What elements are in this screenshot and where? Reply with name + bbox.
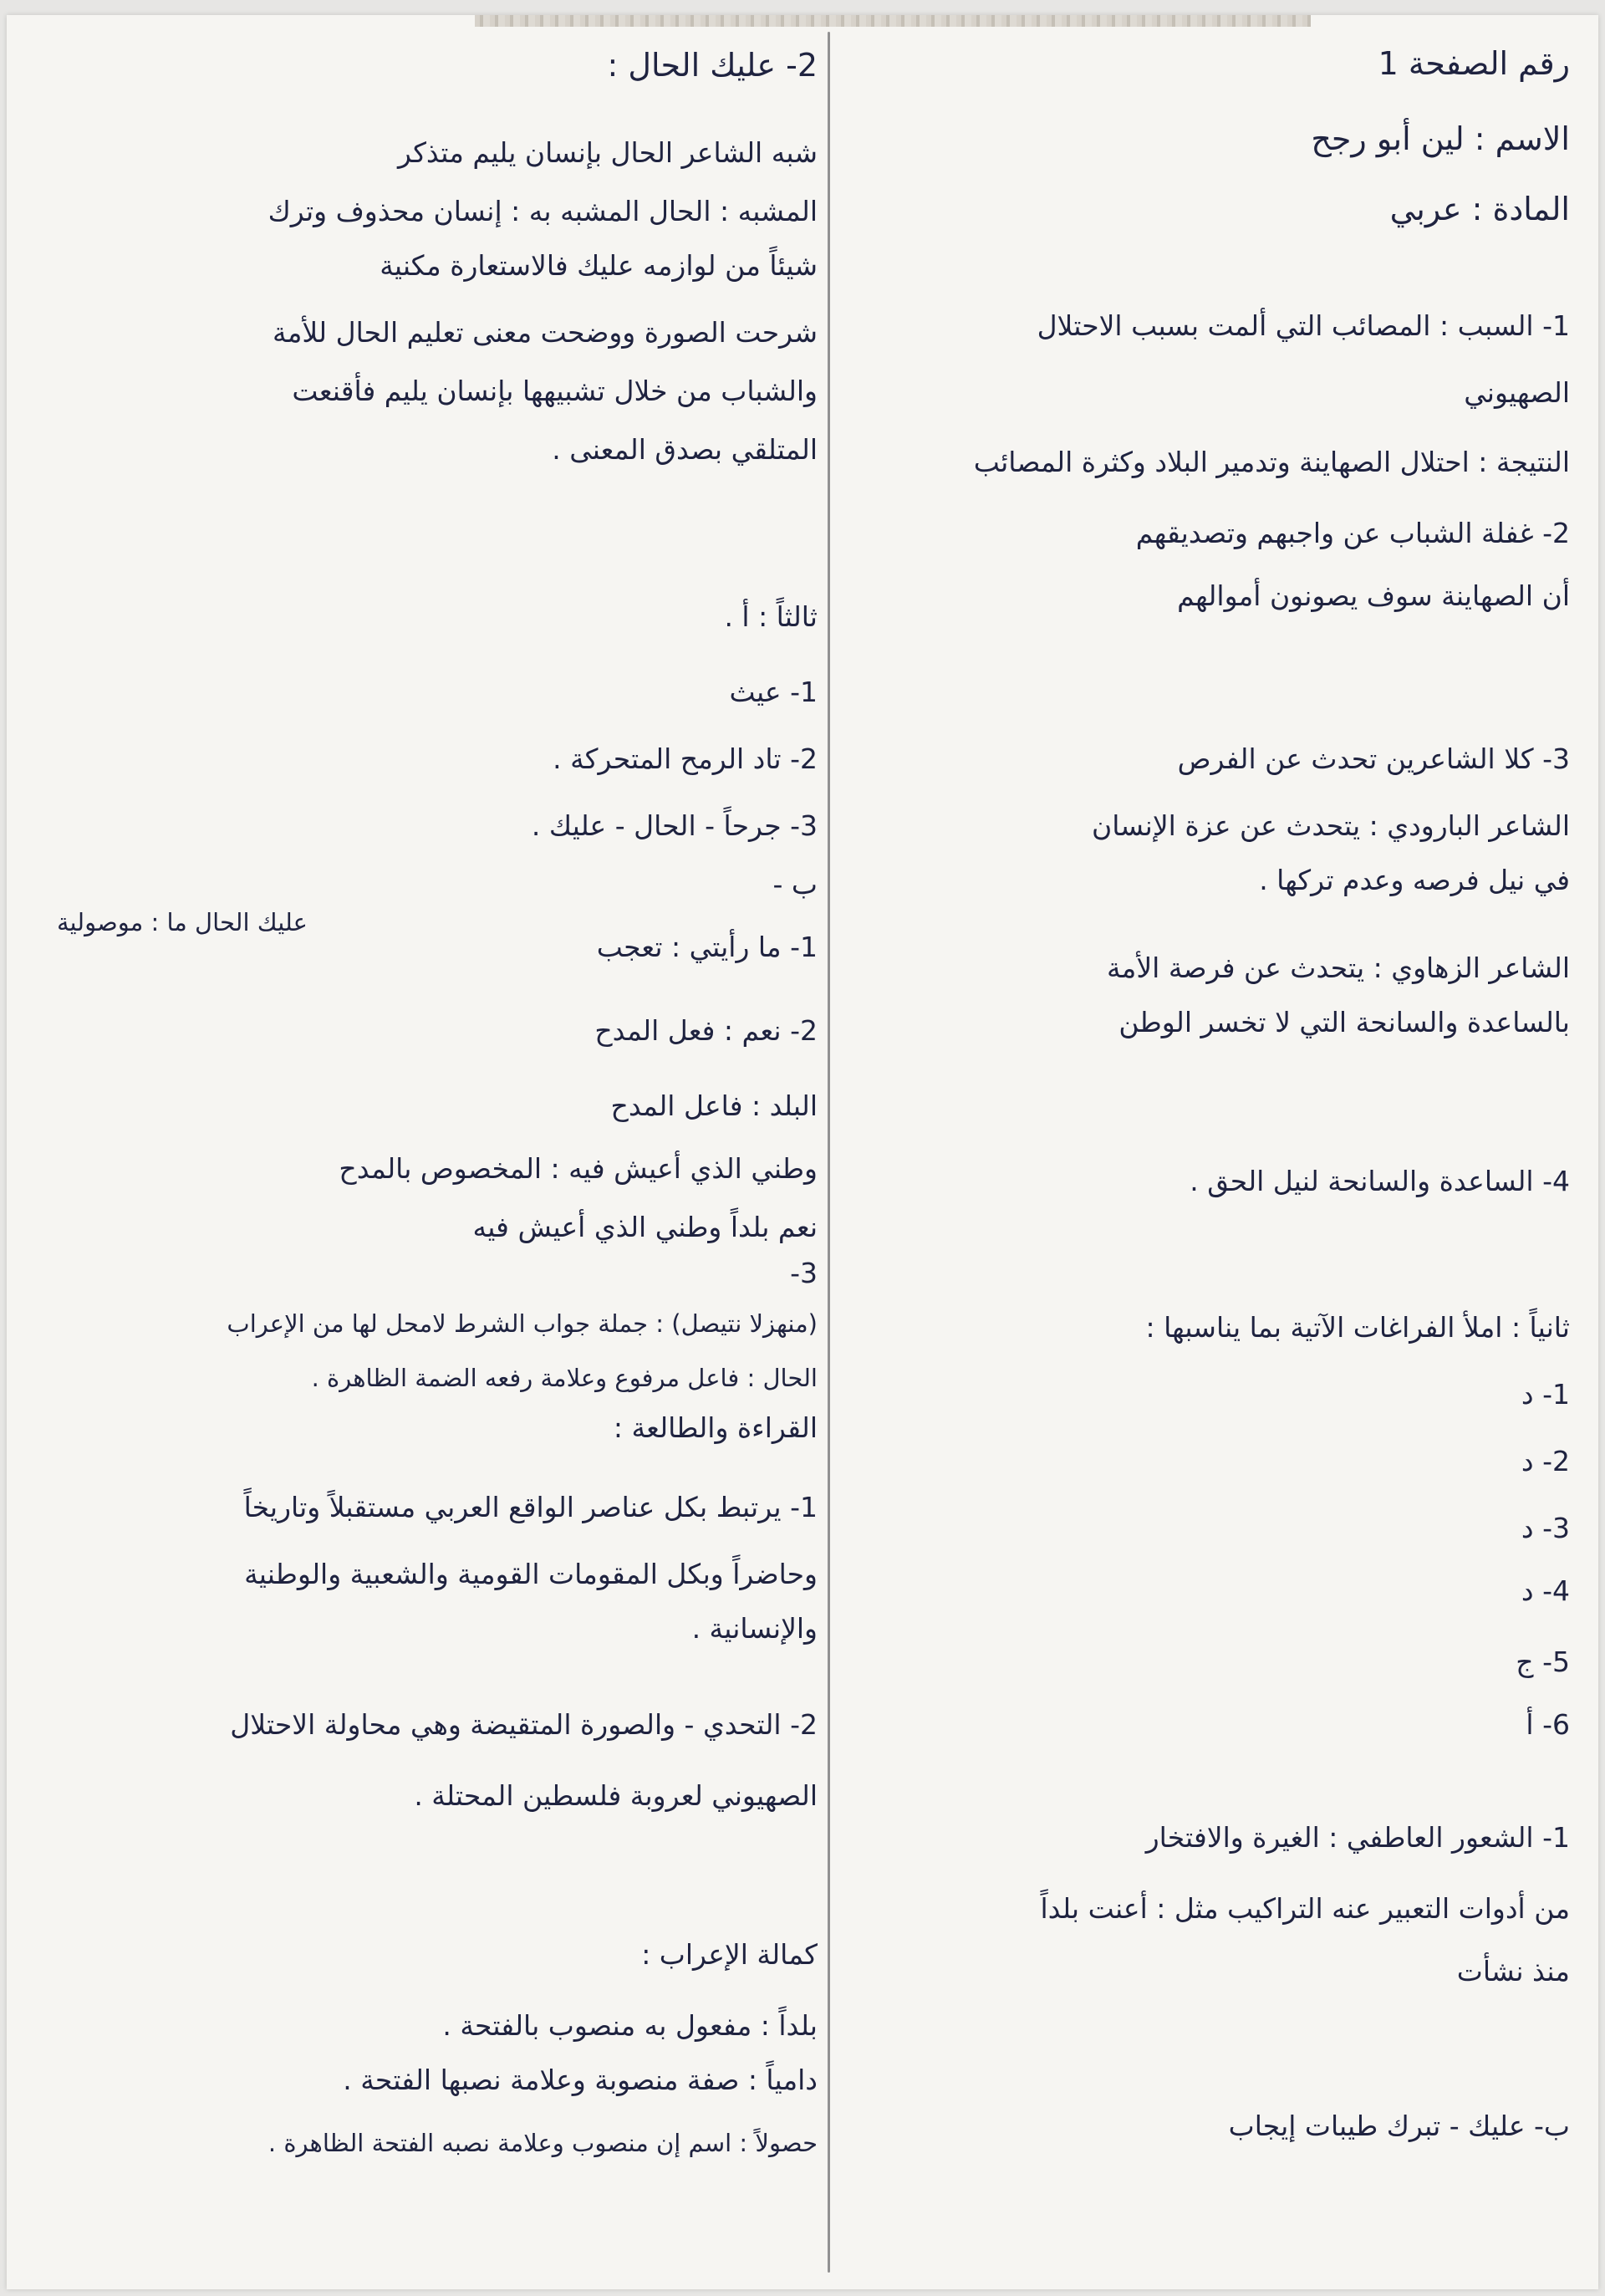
answer-line: شبه الشاعر الحال بإنسان يليم متذكر [398, 136, 818, 169]
choice-answer: 3- د [1521, 1512, 1570, 1544]
answer-line: والشباب من خلال تشبيهها بإنسان يليم فأقنعت [292, 375, 818, 407]
choice-answer: 5- ج [1516, 1645, 1570, 1678]
left-column [40, 15, 818, 2289]
section-heading: 2- عليك الحال : [607, 47, 818, 84]
answer-line: 3- جرحاً - الحال - عليك . [531, 809, 818, 842]
answer-line: ب - [772, 868, 818, 901]
answer-line: حصولاً : اسم إن منصوب وعلامة نصبه الفتحة الظاهرة . [268, 2129, 818, 2157]
answer-line: دامياً : صفة منصوبة وعلامة نصبها الفتحة . [343, 2064, 818, 2096]
answer-line: نعم بلداً وطني الذي أعيش فيه [472, 1211, 818, 1243]
answer-line: (منهزلا نتيصل) : جملة جواب الشرط لامحل لها من الإعراب [227, 1309, 818, 1338]
answer-line: 4- الساعدة والسانحة لنيل الحق . [1190, 1165, 1570, 1197]
section-heading: ثانياً : املأ الفراغات الآتية بما يناسبها : [1145, 1311, 1570, 1344]
answer-line: بالساعدة والسانحة التي لا تخسر الوطن [1118, 1006, 1570, 1038]
answer-line: 2- نعم : فعل المدح [594, 1014, 818, 1047]
margin-note: عليك الحال ما : موصولية [57, 908, 308, 936]
answer-line: 1- الشعور العاطفي : الغيرة والافتخار [1145, 1821, 1570, 1854]
column-divider [828, 32, 830, 2273]
answer-line: 2- غفلة الشباب عن واجبهم وتصديقهم [1135, 517, 1570, 549]
answer-line: ب- عليك - تبرك طيبات إيجاب [1228, 2110, 1570, 2142]
choice-answer: 6- أ [1526, 1708, 1570, 1741]
answer-line: 1- ما رأيتي : تعجب [596, 931, 818, 963]
answer-line: 2- التحدي - والصورة المتقيضة وهي محاولة الاحتلال [230, 1708, 818, 1741]
answer-line: في نيل فرصه وعدم تركها . [1259, 864, 1570, 896]
answer-line: من أدوات التعبير عنه التراكيب مثل : أعنت بلداً [1040, 1892, 1570, 1925]
choice-answer: 2- د [1521, 1445, 1570, 1477]
answer-line: 3- كلا الشاعرين تحدث عن الفرص [1177, 742, 1570, 775]
answer-line: الحال : فاعل مرفوع وعلامة رفعه الضمة الظاهرة . [311, 1364, 818, 1392]
answer-line: النتيجة : احتلال الصهاينة وتدمير البلاد وكثرة المصائب [973, 446, 1570, 478]
answer-line: وطني الذي أعيش فيه : المخصوص بالمدح [339, 1152, 818, 1185]
answer-line: بلداً : مفعول به منصوب بالفتحة . [442, 2009, 818, 2042]
student-name-line: الاسم : لين أبو رجح [1311, 120, 1570, 157]
answer-line: 3- [790, 1257, 818, 1289]
page-number-line: رقم الصفحة 1 [1378, 45, 1570, 82]
choice-answer: 4- د [1521, 1574, 1570, 1607]
answer-line: أن الصهاينة سوف يصونون أموالهم [1177, 579, 1570, 612]
answer-line: وحاضراً وبكل المقومات القومية والشعبية والوطنية [244, 1558, 818, 1590]
answer-line: البلد : فاعل المدح [610, 1089, 818, 1122]
answer-line: شيئاً من لوازمه عليك فالاستعارة مكنية [380, 249, 818, 282]
answer-line: منذ نشأت [1456, 1955, 1570, 1987]
answer-line: 1- السبب : المصائب التي ألمت بسبب الاحتلال [1037, 309, 1570, 342]
choice-answer: 1- د [1521, 1378, 1570, 1411]
answer-line: الصهيوني لعروبة فلسطين المحتلة . [414, 1779, 818, 1812]
answer-line: 1- عيث [729, 676, 818, 708]
answer-line: المتلقي بصدق المعنى . [552, 433, 818, 466]
answer-line: الشاعر الزهاوي : يتحدث عن فرصة الأمة [1106, 952, 1570, 984]
answer-line: المشبه : الحال المشبه به : إنسان محذوف وترك [268, 195, 818, 227]
answer-line: 2- تاد الرمح المتحركة . [553, 742, 818, 775]
answer-sheet [7, 15, 1598, 2289]
answer-line: شرحت الصورة ووضحت معنى تعليم الحال للأمة [273, 316, 818, 349]
section-heading: القراءة والطالعة : [613, 1411, 818, 1444]
section-heading: كمالة الإعراب : [641, 1938, 818, 1971]
answer-line: والإنسانية . [691, 1612, 818, 1645]
subject-line: المادة : عربي [1389, 191, 1570, 227]
section-heading: ثالثاً : أ . [724, 600, 818, 633]
answer-line: الشاعر البارودي : يتحدث عن عزة الإنسان [1091, 809, 1570, 842]
answer-line: 1- يرتبط بكل عناصر الواقع العربي مستقبلاً وتاريخاً [243, 1491, 818, 1523]
answer-line: الصهيوني [1464, 376, 1570, 409]
right-column [851, 15, 1570, 2289]
